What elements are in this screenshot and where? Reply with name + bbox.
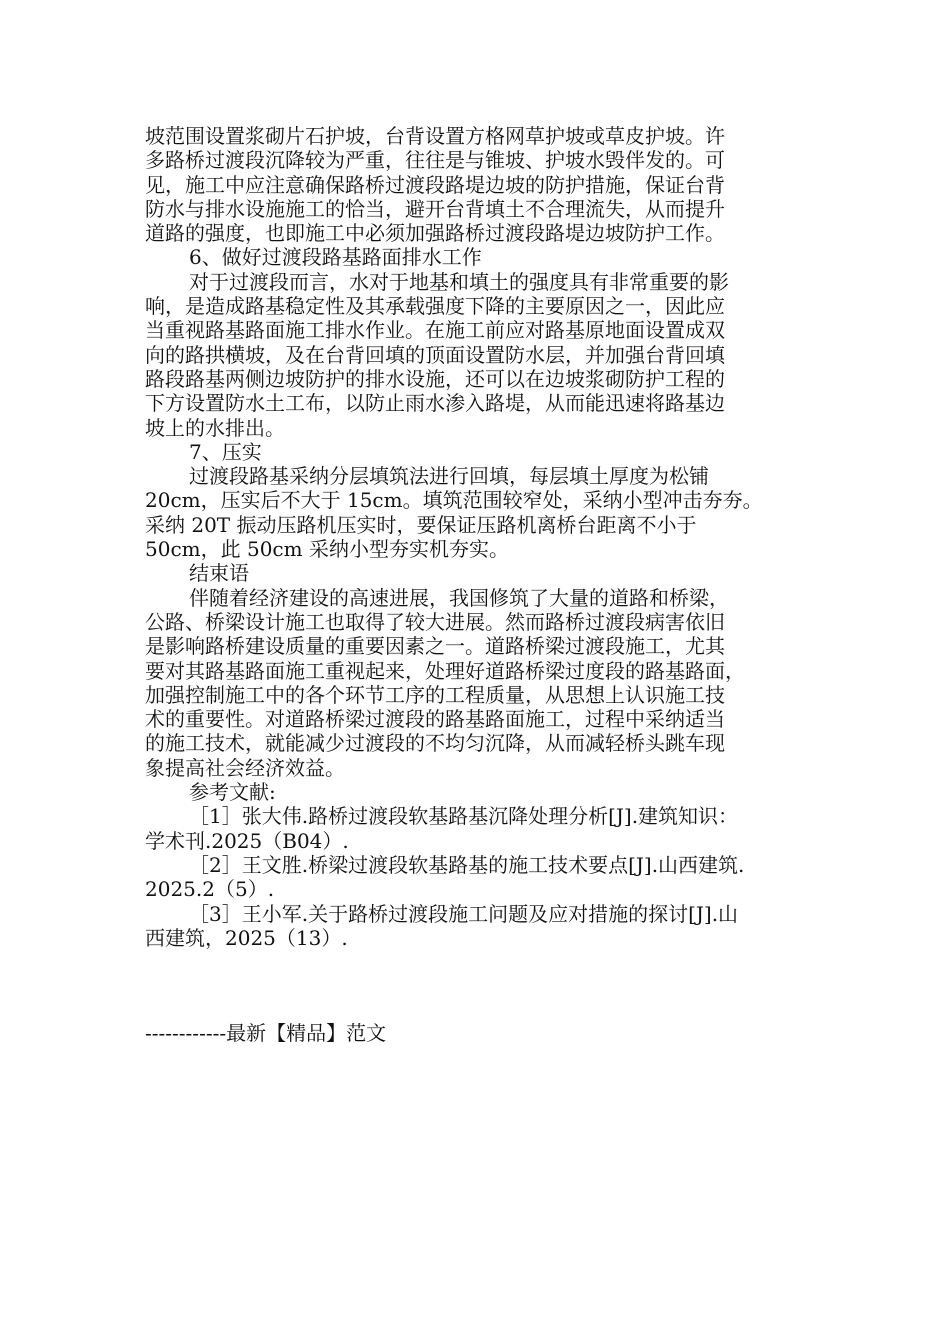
document-body [145,124,810,950]
text-line: 过渡段路基采纳分层填筑法进行回填，每层填土厚度为松铺 [189,464,709,489]
text-line: 20cm，压实后不大于 15cm。填筑范围较窄处，采纳小型冲击夯夯。 [145,488,763,513]
text-line: 的施工技术，就能减少过渡段的不均匀沉降，从而减轻桥头跳车现 [145,731,725,756]
text-line: 学术刊.2025（B04）. [145,828,349,853]
text-line: 伴随着经济建设的高速进展，我国修筑了大量的道路和桥梁， [189,585,729,610]
text-line: 2025.2（5）. [145,877,275,902]
text-line: 坡上的水排出。 [145,415,285,440]
text-line: 象提高社会经济效益。 [145,755,345,780]
text-line: 结束语 [189,561,249,586]
text-line: 采纳 20T 振动压路机压实时，要保证压路机离桥台距离不小于 [145,512,697,537]
text-line: 公路、桥梁设计施工也取得了较大进展。然而路桥过渡段病害依旧 [145,609,725,634]
text-line: 见，施工中应注意确保路桥过渡段路堤边坡的防护措施，保证台背 [145,172,725,197]
text-line: 防水与排水设施施工的恰当，避开台背填土不合理流失，从而提升 [145,196,725,221]
text-line: 参考文献: [189,780,276,805]
text-line: 路段路基两侧边坡防护的排水设施，还可以在边坡浆砌防护工程的 [145,366,725,391]
text-line: 7、压实 [189,439,262,464]
text-line: 坡范围设置浆砌片石护坡，台背设置方格网草护坡或草皮护坡。许 [145,124,725,148]
text-line: 是影响路桥建设质量的重要因素之一。道路桥梁过渡段施工，尤其 [145,634,725,659]
text-line: 6、做好过渡段路基路面排水工作 [189,245,482,270]
text-line: 响，是造成路基稳定性及其承载强度下降的主要原因之一，因此应 [145,294,725,319]
text-line: 加强控制施工中的各个环节工序的工程质量，从思想上认识施工技 [145,682,725,707]
text-line: 道路的强度，也即施工中必须加强路桥过渡段路堤边坡防护工作。 [145,221,725,246]
footer-banner: ------------最新【精品】范文 [145,1021,387,1045]
text-line: 当重视路基路面施工排水作业。在施工前应对路基原地面设置成双 [145,318,725,343]
text-line: 术的重要性。对道路桥梁过渡段的路基路面施工，过程中采纳适当 [145,707,725,732]
text-line: ［3］王小军.关于路桥过渡段施工问题及应对措施的探讨[J].山 [189,901,739,926]
text-line: 多路桥过渡段沉降较为严重，往往是与锥坡、护坡水毁伴发的。可 [145,148,725,173]
text-line: ［1］张大伟.路桥过渡段软基路基沉降处理分析[J].建筑知识： [189,804,739,829]
text-line: 要对其路基路面施工重视起来，处理好道路桥梁过度段的路基路面， [145,658,745,683]
text-line: 西建筑，2025（13）. [145,925,348,950]
text-line: 50cm，此 50cm 采纳小型夯实机夯实。 [145,537,509,562]
text-line: 对于过渡段而言，水对于地基和填土的强度具有非常重要的影 [189,269,729,294]
text-line: 下方设置防水土工布，以防止雨水渗入路堤，从而能迅速将路基边 [145,391,725,416]
text-line: 向的路拱横坡，及在台背回填的顶面设置防水层，并加强台背回填 [145,342,725,367]
text-line: ［2］王文胜.桥梁过渡段软基路基的施工技术要点[J].山西建筑. [189,852,745,877]
